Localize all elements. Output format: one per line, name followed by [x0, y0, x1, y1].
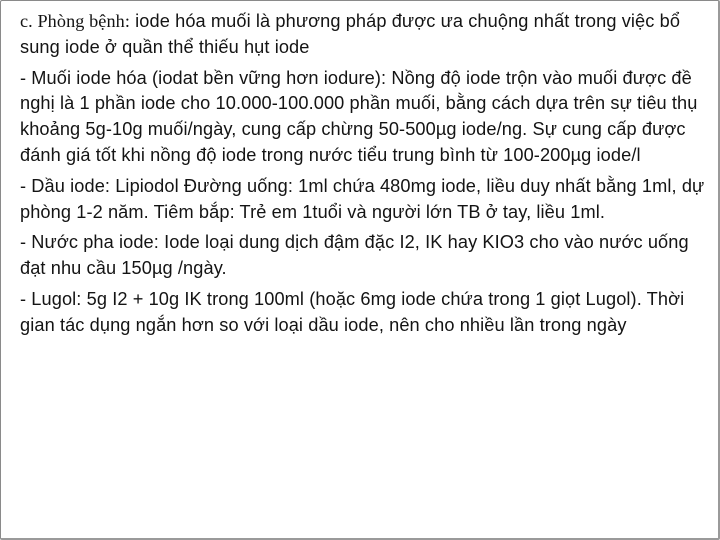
bullet-iodized-oil: - Dầu iode: Lipiodol Đường uống: 1ml chứa 480mg iode, liều duy nhất bằng 1ml, dự phòng 1-2 năm. Tiêm bắp: Trẻ em 1tuổi và người lớn TB ở tay, liều 1ml.: [20, 175, 705, 222]
bullet-iodized-salt: - Muối iode hóa (iodat bền vững hơn iodure): Nồng độ iode trộn vào muối được đề nghị là 1 phần iode cho 10.000-100.000 phần muối, bằng cách dựa trên sự tiêu thụ khoảng 5g-10g muối/ngày, cung cấp chừng 50-500µg iode/ng. Sự cung cấp được đánh giá tốt khi nồng độ iode trong nước tiểu trung bình từ 100-200µg iode/l: [20, 67, 698, 165]
intro-paragraph: [20, 9, 708, 61]
intro-text: iode hóa muối là phương pháp được ưa chuộng nhất trong việc bổ sung iode ở quần thể thiếu hụt iode: [20, 11, 681, 57]
bullet-lugol: - Lugol: 5g I2 + 10g IK trong 100ml (hoặc 6mg iode chứa trong 1 giọt Lugol). Thời gian tác dụng ngắn hơn so với loại dầu iode, nên cho nhiều lần trong ngày: [20, 288, 685, 335]
section-heading: c. Phòng bệnh:: [20, 11, 131, 31]
bullet-iodine-water: - Nước pha iode: Iode loại dung dịch đậm đặc I2, IK hay KIO3 cho vào nước uống đạt nhu cầu 150µg /ngày.: [20, 232, 689, 279]
slide-body: [20, 9, 708, 344]
